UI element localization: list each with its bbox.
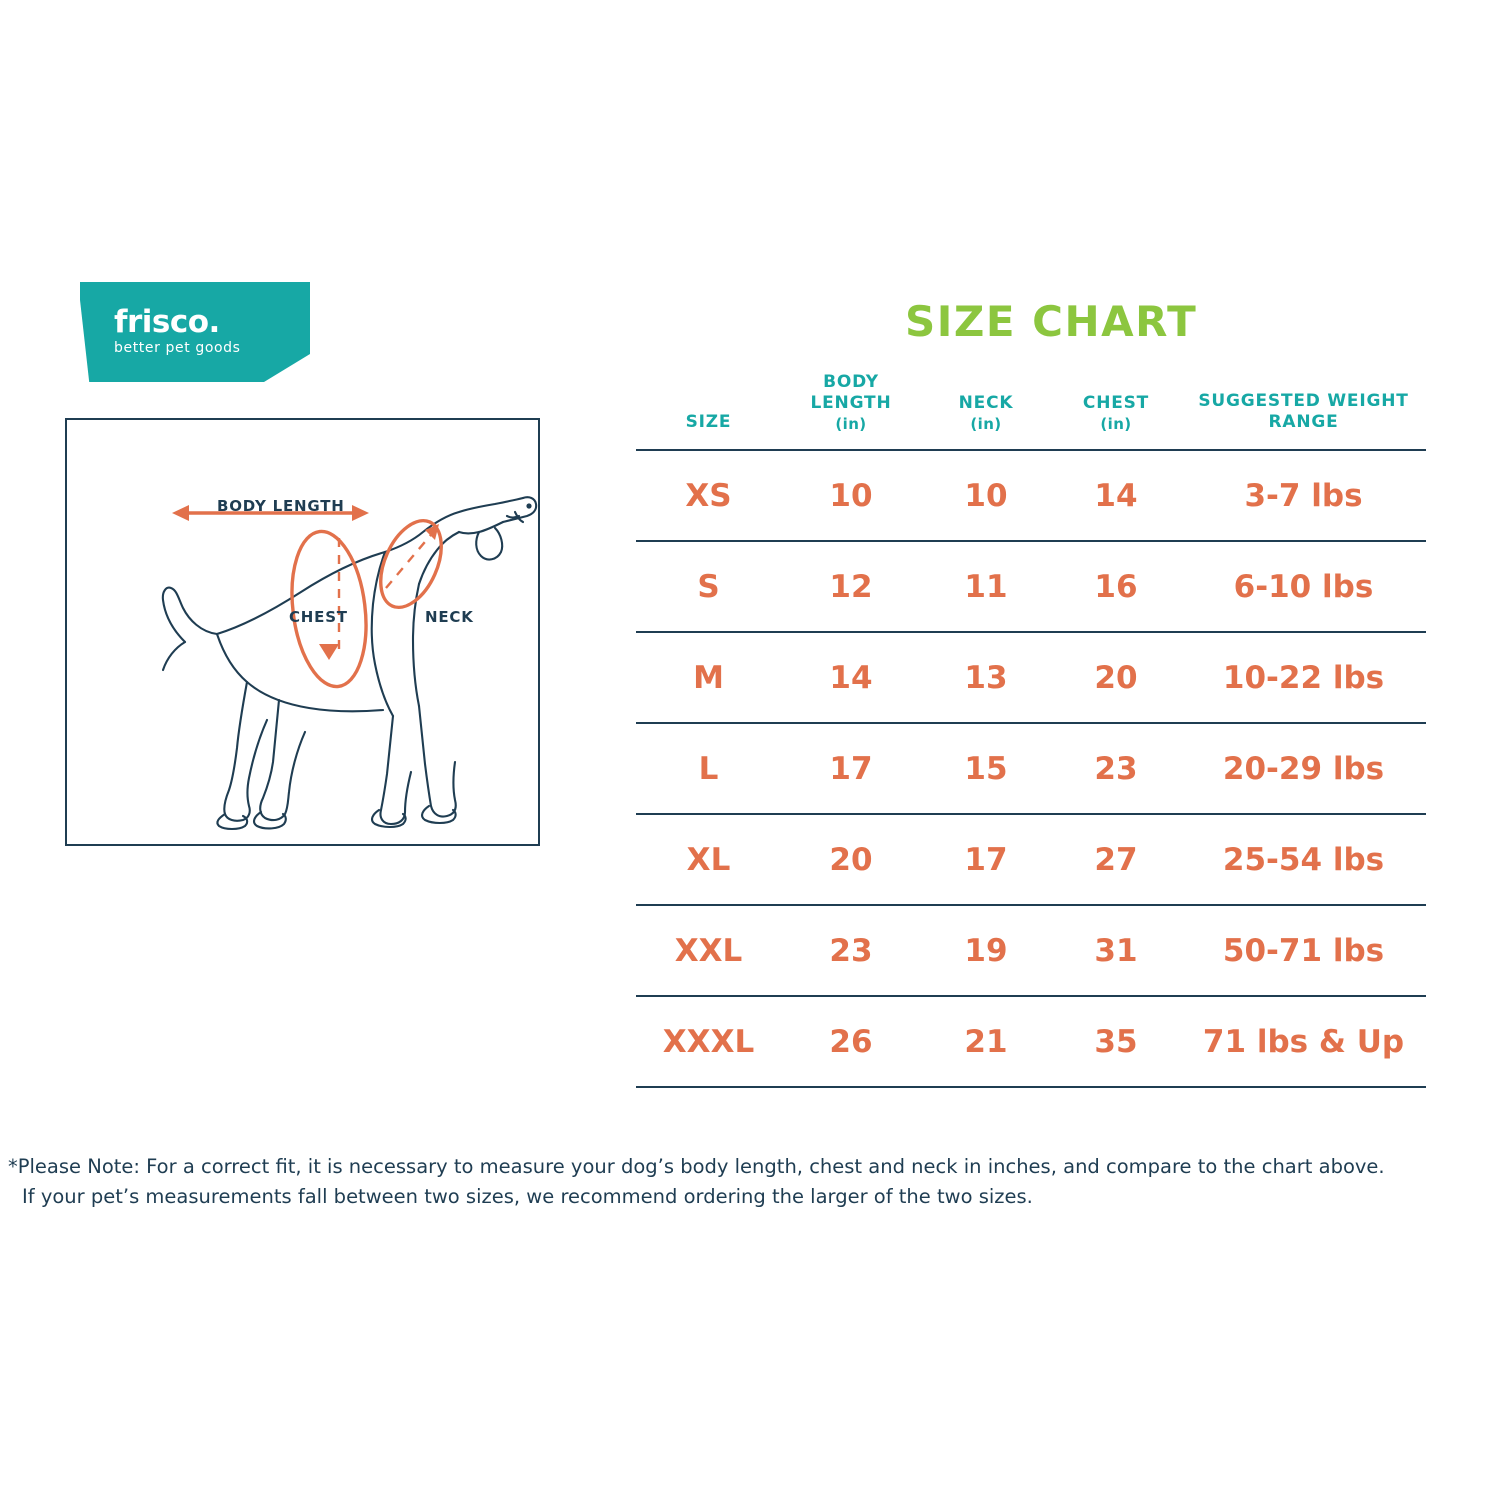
cell-chest: 31 [1094, 932, 1138, 969]
cell-size: S [697, 568, 720, 605]
cell-body-length: 23 [829, 932, 873, 969]
logo-wordmark: frisco. [114, 304, 220, 340]
cell-neck: 17 [964, 841, 1008, 878]
cell-body-length: 14 [829, 659, 873, 696]
table-row [636, 450, 1426, 541]
cell-size: XS [685, 477, 732, 514]
cell-neck: 11 [964, 568, 1008, 605]
column-header-neck-unit: (in) [970, 414, 1002, 433]
cell-weight: 10-22 lbs [1222, 659, 1385, 696]
cell-size: M [693, 659, 724, 696]
cell-size: L [698, 750, 719, 787]
column-header-chest [1051, 372, 1181, 450]
cell-body-length: 10 [829, 477, 873, 514]
cell-weight: 20-29 lbs [1222, 750, 1385, 787]
cell-chest: 27 [1094, 841, 1138, 878]
column-header-chest-label: CHEST [1082, 393, 1150, 414]
cell-neck: 13 [964, 659, 1008, 696]
cell-size: XXXL [662, 1023, 755, 1060]
table-body [636, 450, 1426, 1087]
column-header-neck-label: NECK [958, 393, 1014, 414]
diagram-label-neck: NECK [425, 608, 474, 626]
frisco-logo [80, 282, 310, 382]
cell-chest: 14 [1094, 477, 1138, 514]
table-row [636, 996, 1426, 1087]
column-header-neck [921, 372, 1051, 450]
diagram-label-body-length: BODY LENGTH [217, 497, 345, 515]
measurement-diagram [65, 418, 540, 846]
diagram-label-chest: CHEST [289, 608, 348, 626]
size-chart-table-wrapper [636, 372, 1426, 1088]
cell-size: XL [686, 841, 731, 878]
cell-neck: 19 [964, 932, 1008, 969]
column-header-weight-range-label: SUGGESTED WEIGHT RANGE [1198, 390, 1409, 432]
logo-tagline: better pet goods [114, 340, 241, 356]
cell-chest: 16 [1094, 568, 1138, 605]
cell-body-length: 12 [829, 568, 873, 605]
cell-size: XXL [674, 932, 743, 969]
cell-weight: 71 lbs & Up [1202, 1023, 1405, 1060]
column-header-weight-range [1181, 372, 1426, 450]
dog-diagram-svg [67, 420, 538, 844]
column-header-body-length [781, 372, 921, 450]
cell-chest: 35 [1094, 1023, 1138, 1060]
table-row [636, 632, 1426, 723]
cell-weight: 50-71 lbs [1222, 932, 1385, 969]
cell-neck: 15 [964, 750, 1008, 787]
footnote [8, 1152, 1488, 1212]
cell-neck: 21 [964, 1023, 1008, 1060]
cell-neck: 10 [964, 477, 1008, 514]
cell-weight: 25-54 lbs [1222, 841, 1385, 878]
cell-weight: 3-7 lbs [1244, 477, 1363, 514]
table-row [636, 541, 1426, 632]
footnote-line-2: If your pet’s measurements fall between two sizes, we recommend ordering the larger of the two sizes. [22, 1185, 1033, 1209]
cell-chest: 20 [1094, 659, 1138, 696]
cell-body-length: 17 [829, 750, 873, 787]
cell-body-length: 26 [829, 1023, 873, 1060]
column-header-body-length-unit: (in) [835, 414, 867, 433]
table-row [636, 905, 1426, 996]
column-header-size [636, 372, 781, 450]
cell-weight: 6-10 lbs [1233, 568, 1374, 605]
column-header-size-label: SIZE [685, 412, 732, 432]
column-header-chest-unit: (in) [1100, 414, 1132, 433]
cell-body-length: 20 [829, 841, 873, 878]
table-row [636, 723, 1426, 814]
size-chart-title: SIZE CHART [905, 297, 1198, 346]
table-header-row [636, 372, 1426, 450]
column-header-body-length-label: BODY LENGTH [810, 372, 892, 414]
table-row [636, 814, 1426, 905]
footnote-line-1: *Please Note: For a correct fit, it is necessary to measure your dog’s body length, chest and neck in inches, and compare to the chart above. [8, 1155, 1385, 1178]
cell-chest: 23 [1094, 750, 1138, 787]
size-chart-table [636, 372, 1426, 1088]
table-header [636, 372, 1426, 450]
